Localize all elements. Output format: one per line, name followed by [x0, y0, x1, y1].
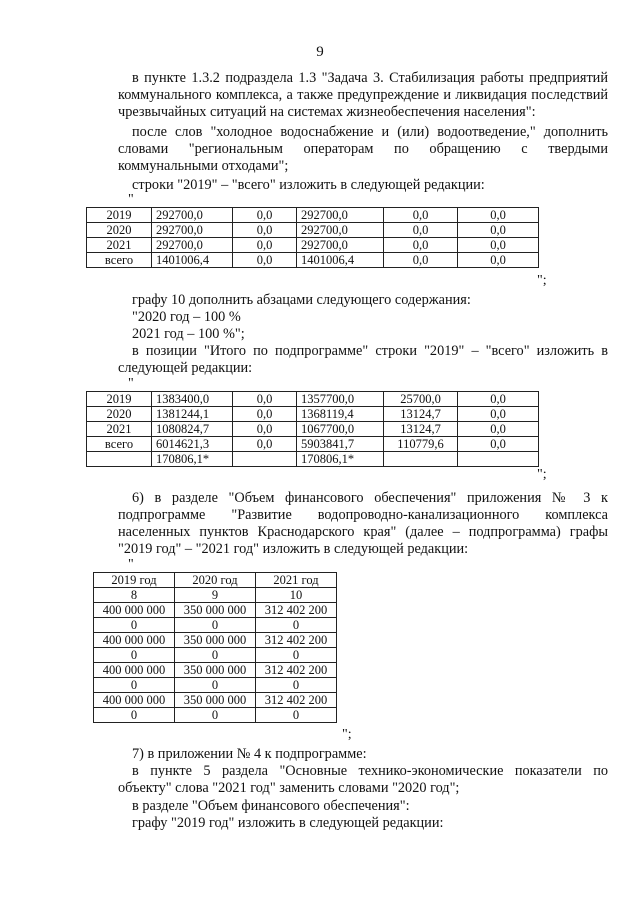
table-cell: 400 000 000 [94, 633, 175, 648]
column-header: 2019 год [94, 573, 175, 588]
table-cell: 1357700,0 [297, 392, 384, 407]
table-cell: 1368119,4 [297, 407, 384, 422]
table-cell: 0,0 [458, 392, 539, 407]
table-row [94, 618, 337, 633]
table-cell: 0,0 [233, 392, 297, 407]
table-row [87, 253, 539, 268]
table-cell: 1067700,0 [297, 422, 384, 437]
table-cell: 0 [175, 678, 256, 693]
table-cell [458, 452, 539, 467]
table-cell: 0 [94, 708, 175, 723]
table-cell: 400 000 000 [94, 603, 175, 618]
table-cell: 1401006,4 [297, 253, 384, 268]
paragraph-rows-2019-total: строки "2019" – "всего" изложить в следующей редакции: [132, 177, 485, 193]
table-cell: 0 [256, 708, 337, 723]
table-cell: 0,0 [458, 208, 539, 223]
paragraph-2021-100: 2021 год – 100 %"; [132, 326, 245, 342]
paragraph-appendix-4: 7) в приложении № 4 к подпрограмме: [132, 746, 367, 762]
table-cell [87, 452, 152, 467]
page-number: 9 [316, 44, 324, 60]
table-cell: 0,0 [233, 437, 297, 452]
table-cell: 312 402 200 [256, 693, 337, 708]
table-cell: 0,0 [384, 208, 458, 223]
table-financing-years [93, 572, 337, 723]
table-cell: 0,0 [233, 422, 297, 437]
table-cell: 0,0 [233, 407, 297, 422]
table-cell [384, 452, 458, 467]
table-cell: 25700,0 [384, 392, 458, 407]
table-cell: 0,0 [233, 238, 297, 253]
table-cell: 1401006,4 [152, 253, 233, 268]
table-row [94, 708, 337, 723]
table-row [94, 693, 337, 708]
close-quote-2: "; [537, 467, 547, 482]
table-cell: 5903841,7 [297, 437, 384, 452]
table-rows-2019-total [86, 207, 539, 268]
table-cell: 0 [94, 648, 175, 663]
table-row [87, 223, 539, 238]
column-header: 2021 год [256, 573, 337, 588]
table-cell: 2021 [87, 422, 152, 437]
table-header-row [94, 573, 337, 588]
close-quote-3: "; [342, 727, 352, 742]
table-cell: 110779,6 [384, 437, 458, 452]
table-cell: 0,0 [233, 208, 297, 223]
table-cell: 2021 [87, 238, 152, 253]
paragraph-column-2019: графу "2019 год" изложить в следующей редакции: [132, 815, 444, 831]
paragraph-add-words: после слов "холодное водоснабжение и (или) водоотведение," дополнить словами "региональным операторам по обращению с твердыми коммунальными отходами"; [118, 124, 608, 174]
table-cell: 8 [94, 588, 175, 603]
table-cell: 0 [256, 648, 337, 663]
table-cell: 292700,0 [152, 208, 233, 223]
table-cell: 350 000 000 [175, 633, 256, 648]
table-cell: 400 000 000 [94, 663, 175, 678]
table-row [94, 678, 337, 693]
table-cell: 13124,7 [384, 422, 458, 437]
table-cell: 0 [94, 678, 175, 693]
table-cell: 0 [256, 618, 337, 633]
table-row [87, 208, 539, 223]
open-quote: " [128, 192, 134, 207]
table-cell: 312 402 200 [256, 633, 337, 648]
table-cell: 1080824,7 [152, 422, 233, 437]
table-cell: 292700,0 [297, 223, 384, 238]
column-header: 2020 год [175, 573, 256, 588]
table-cell: 0,0 [458, 238, 539, 253]
table-cell: 9 [175, 588, 256, 603]
table-cell: 0 [256, 678, 337, 693]
table-cell: 0,0 [458, 253, 539, 268]
paragraph-subsection-132: в пункте 1.3.2 подраздела 1.3 "Задача 3. Стабилизация работы предприятий коммунального комплекса, а также предупреждение и ликвидация последствий чрезвычайных ситуаций на системах жизнеобеспечения населения": [118, 70, 608, 120]
table-cell: 2019 [87, 392, 152, 407]
table-cell: 0 [175, 618, 256, 633]
table-cell: 2020 [87, 407, 152, 422]
table-cell: 10 [256, 588, 337, 603]
open-quote-2: " [128, 376, 134, 391]
table-cell: 0,0 [384, 253, 458, 268]
table-cell: 312 402 200 [256, 663, 337, 678]
table-cell: 292700,0 [297, 238, 384, 253]
table-cell: 0 [175, 648, 256, 663]
table-cell: 0 [175, 708, 256, 723]
table-row [94, 648, 337, 663]
table-cell: 292700,0 [152, 238, 233, 253]
close-quote: "; [537, 273, 547, 288]
table-cell: 170806,1* [152, 452, 233, 467]
table-cell: 292700,0 [297, 208, 384, 223]
table-cell: 1381244,1 [152, 407, 233, 422]
paragraph-total-subprogram: в позиции "Итого по подпрограмме" строки "2019" – "всего" изложить в следующей редакции: [118, 343, 608, 376]
table-row [94, 588, 337, 603]
table-row [87, 407, 539, 422]
table-cell: 6014621,3 [152, 437, 233, 452]
table-cell: 1383400,0 [152, 392, 233, 407]
table-cell: всего [87, 437, 152, 452]
table-row [87, 422, 539, 437]
table-cell: 400 000 000 [94, 693, 175, 708]
table-cell: 2019 [87, 208, 152, 223]
table-row [87, 452, 539, 467]
paragraph-column-10: графу 10 дополнить абзацами следующего содержания: [132, 292, 471, 308]
table-cell: 0,0 [384, 223, 458, 238]
table-cell: 0 [94, 618, 175, 633]
table-cell: 13124,7 [384, 407, 458, 422]
table-cell: 0,0 [458, 223, 539, 238]
table-cell: 312 402 200 [256, 603, 337, 618]
table-cell: 292700,0 [152, 223, 233, 238]
table-cell: 0,0 [233, 253, 297, 268]
table-cell: 0,0 [458, 437, 539, 452]
table-row [94, 603, 337, 618]
table-cell: всего [87, 253, 152, 268]
paragraph-section-financing: 6) в разделе "Объем финансового обеспечения" приложения № 3 к подпрограмме "Развитие водопроводно-канализационного комплекса населенных пунктов Краснодарского края" (далее – подпрограмма) графы "2019 год" – "2021 год" изложить в следующей редакции: [118, 490, 608, 557]
table-cell: 0,0 [458, 407, 539, 422]
table-total-subprogram [86, 391, 539, 467]
paragraph-point-5: в пункте 5 раздела "Основные технико-экономические показатели по объекту" слова "2021 год" заменить словами "2020 год"; [118, 763, 608, 796]
table-cell [233, 452, 297, 467]
table-cell: 0,0 [458, 422, 539, 437]
table-cell: 2020 [87, 223, 152, 238]
table-cell: 350 000 000 [175, 603, 256, 618]
table-cell: 350 000 000 [175, 693, 256, 708]
paragraph-section-volume: в разделе "Объем финансового обеспечения": [132, 798, 410, 814]
table-row [87, 392, 539, 407]
table-cell: 350 000 000 [175, 663, 256, 678]
table-row [94, 663, 337, 678]
table-cell: 0,0 [233, 223, 297, 238]
table-row [94, 633, 337, 648]
open-quote-3: " [128, 557, 134, 572]
paragraph-2020-100: "2020 год – 100 % [132, 309, 241, 325]
table-row [87, 437, 539, 452]
table-cell: 170806,1* [297, 452, 384, 467]
table-row [87, 238, 539, 253]
table-cell: 0,0 [384, 238, 458, 253]
